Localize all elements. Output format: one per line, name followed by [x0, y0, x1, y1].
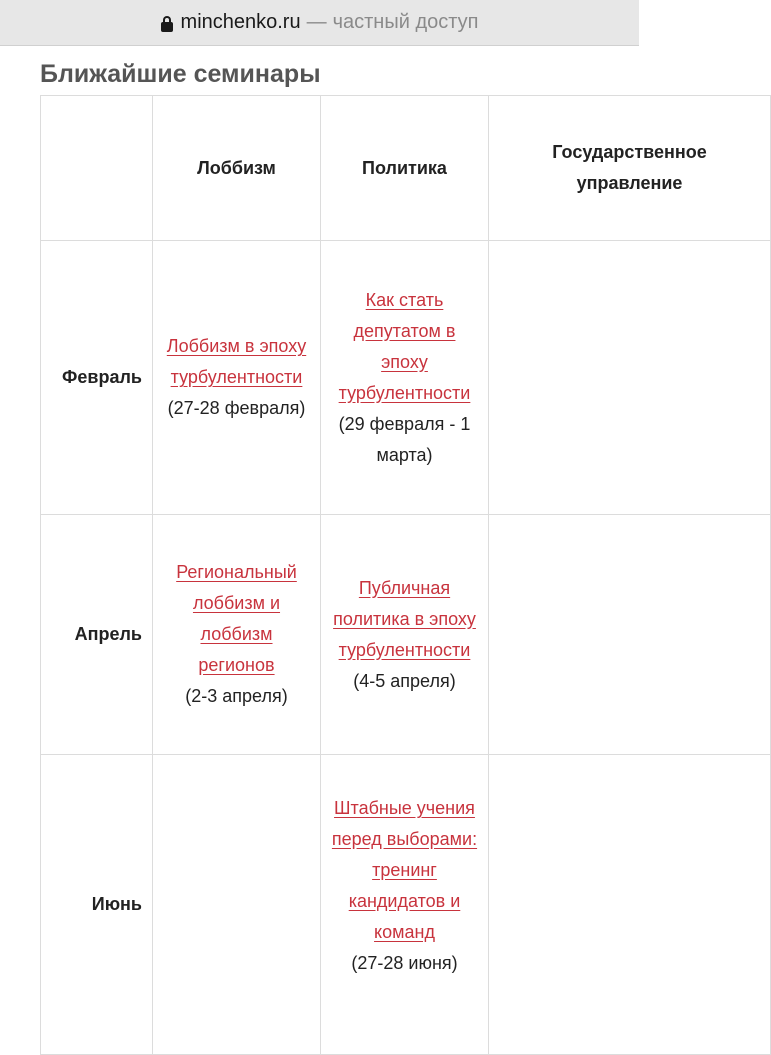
table-row	[41, 515, 771, 755]
domain-text: minchenko.ru	[180, 11, 301, 33]
column-header-lobbying: Лоббизм	[153, 96, 321, 241]
seminar-link[interactable]: Региональный лоббизм и лоббизм регионов	[176, 562, 297, 675]
politics-cell	[321, 755, 489, 1055]
page-title: Ближайшие семинары	[40, 60, 321, 88]
seminar-link[interactable]: Лоббизм в эпоху турбулентности	[166, 336, 307, 387]
month-label: Июнь	[91, 894, 142, 914]
table-row	[41, 241, 771, 515]
address-bar[interactable]	[0, 0, 639, 46]
gov-management-cell	[489, 515, 771, 755]
seminar-dates: (4-5 апреля)	[353, 670, 456, 691]
seminar-table	[40, 95, 771, 1055]
month-cell	[41, 515, 153, 755]
seminar-dates: (27-28 февраля)	[167, 398, 306, 418]
seminar-dates: (27-28 июня)	[351, 953, 458, 973]
domain-separator: —	[306, 11, 327, 33]
lobbying-cell	[153, 241, 321, 515]
politics-cell	[321, 241, 489, 515]
column-header-gov-management: Государственное управление	[489, 96, 771, 241]
seminar-link[interactable]: Публичная политика в эпоху турбулентности	[333, 577, 476, 660]
seminar-link[interactable]: Штабные учения перед выборами: тренинг кандидатов и команд	[331, 798, 478, 942]
column-header-politics: Политика	[321, 96, 489, 241]
lock-icon	[161, 16, 173, 32]
month-cell	[41, 241, 153, 515]
header-corner-cell	[41, 96, 153, 241]
table-row	[41, 755, 771, 1055]
month-label: Февраль	[62, 367, 142, 387]
seminar-dates: (29 февраля - 1 марта)	[338, 413, 471, 465]
seminar-dates: (2-3 апреля)	[185, 686, 288, 706]
month-label: Апрель	[74, 624, 142, 644]
seminar-table-viewport[interactable]	[40, 95, 707, 1020]
gov-management-cell	[489, 241, 771, 515]
access-label: частный доступ	[332, 11, 479, 33]
table-header-row	[41, 96, 771, 241]
lobbying-cell	[153, 515, 321, 755]
lobbying-cell	[153, 755, 321, 1055]
politics-cell	[321, 515, 489, 755]
month-cell	[41, 755, 153, 1055]
gov-management-cell	[489, 755, 771, 1055]
seminar-link[interactable]: Как стать депутатом в эпоху турбулентности	[338, 289, 471, 403]
